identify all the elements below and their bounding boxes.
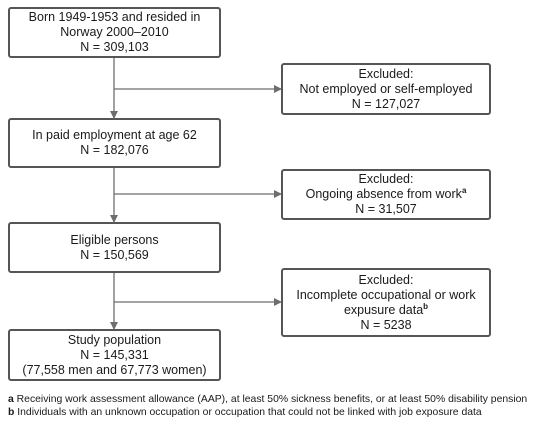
node-text: Norway 2000–2010 <box>60 25 169 39</box>
footnote-text: Individuals with an unknown occupation or occupation that could not be linked with job exposure data <box>14 407 482 418</box>
footnote-a <box>8 393 527 406</box>
exclusion-count: N = 5238 <box>360 317 412 332</box>
node-text: In paid employment at age 62 <box>32 128 197 142</box>
exclusion-reason <box>306 187 467 202</box>
footnote-text: Receiving work assessment allowance (AAP), at least 50% sickness benefits, or at least 50% disability pension <box>13 394 528 405</box>
node-eligible-persons <box>8 222 221 273</box>
node-count: N = 145,331 <box>80 347 149 362</box>
node-paid-employment <box>8 118 221 168</box>
node-breakdown: (77,558 men and 67,773 women) <box>22 362 207 377</box>
exclusion-count: N = 31,507 <box>355 202 417 216</box>
footnote-marker: a <box>8 394 14 405</box>
exclusion-reason-text: Ongoing absence from work <box>305 187 462 201</box>
exclusion-heading: Excluded: <box>358 172 414 186</box>
footnote-b <box>8 406 482 419</box>
exclusion-count: N = 127,027 <box>351 96 421 111</box>
node-count: N = 182,076 <box>80 143 149 157</box>
exclusion-reason-text: expusure data <box>343 302 424 317</box>
node-text: Study population <box>67 332 162 347</box>
exclusion-reason-cont <box>344 303 428 318</box>
exclusion-reason: Incomplete occupational or work <box>296 287 476 302</box>
node-born-1949-1953 <box>8 7 221 58</box>
exclusion-heading: Excluded: <box>358 272 414 287</box>
node-text: Eligible persons <box>70 232 159 247</box>
footnote-marker-a: a <box>461 185 467 195</box>
exclusion-heading: Excluded: <box>358 66 414 81</box>
exclusion-ongoing-absence <box>281 169 491 220</box>
exclusion-not-employed <box>281 63 491 115</box>
footnote-marker: b <box>8 407 15 418</box>
exclusion-incomplete-data <box>281 268 491 337</box>
node-text: Born 1949-1953 and resided in <box>28 10 201 24</box>
node-study-population <box>8 329 221 381</box>
node-count: N = 309,103 <box>80 40 149 54</box>
footnote-marker-b: b <box>423 301 429 311</box>
exclusion-reason: Not employed or self-employed <box>299 81 473 96</box>
node-count: N = 150,569 <box>80 247 149 262</box>
